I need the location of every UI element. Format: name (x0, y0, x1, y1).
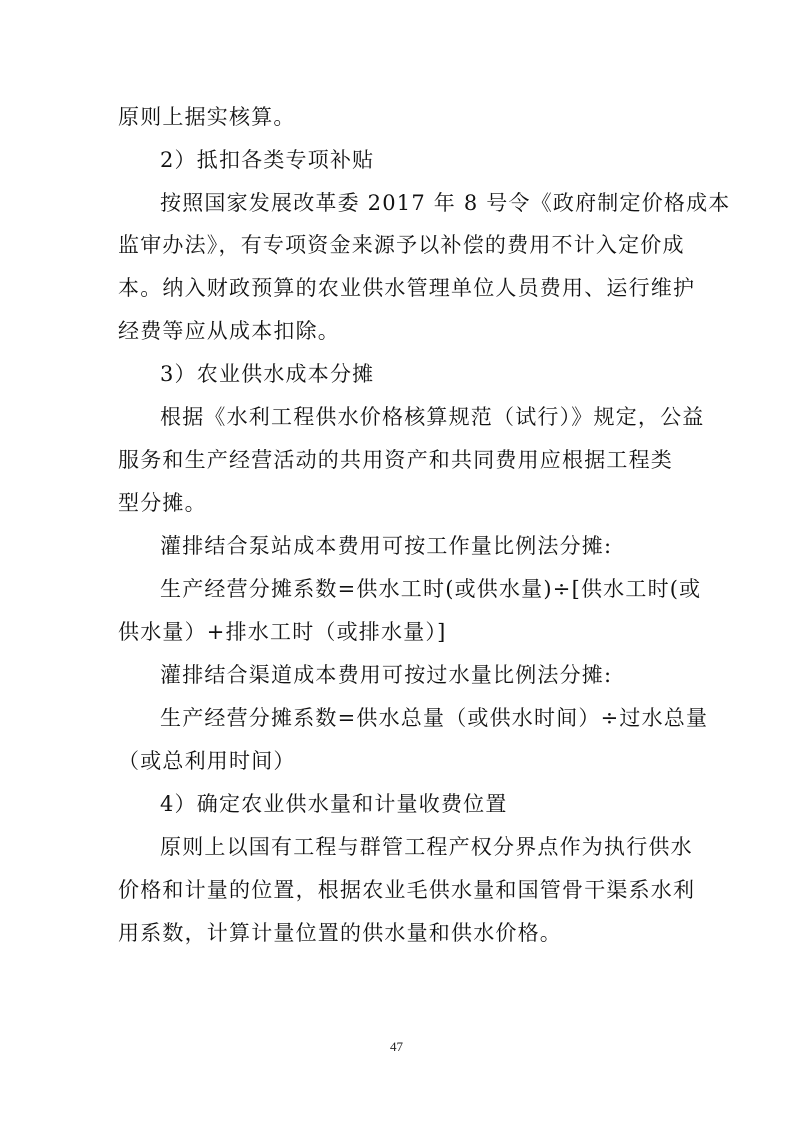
formula-line: （或总利用时间） (118, 749, 296, 773)
paragraph-line: 型分摊。 (118, 491, 207, 515)
section-heading: 4）确定农业供水量和计量收费位置 (160, 792, 508, 816)
paragraph-line: 灌排结合渠道成本费用可按过水量比例法分摊: (160, 663, 613, 687)
paragraph-line: 监审办法》，有专项资金来源予以补偿的费用不计入定价成 (118, 233, 685, 257)
section-heading: 2）抵扣各类专项补贴 (160, 148, 375, 172)
formula-line: 供水量）+排水工时（或排水量）] (118, 620, 447, 644)
paragraph-line: 价格和计量的位置，根据农业毛供水量和国管骨干渠系水利 (118, 878, 696, 902)
formula-line: 生产经营分摊系数=供水工时(或供水量)÷[供水工时(或 (160, 577, 702, 601)
paragraph-line: 服务和生产经营活动的共用资产和共同费用应根据工程类 (118, 448, 673, 472)
paragraph-line: 经费等应从成本扣除。 (118, 319, 340, 343)
paragraph-line: 原则上以国有工程与群管工程产权分界点作为执行供水 (160, 835, 693, 859)
paragraph-line: 灌排结合泵站成本费用可按工作量比例法分摊: (160, 534, 613, 558)
paragraph-line: 原则上据实核算。 (118, 105, 296, 129)
section-heading: 3）农业供水成本分摊 (160, 362, 375, 386)
paragraph-line: 用系数，计算计量位置的供水量和供水价格。 (118, 921, 562, 945)
paragraph-line: 本。纳入财政预算的农业供水管理单位人员费用、运行维护 (118, 276, 696, 300)
paragraph-line: 按照国家发展改革委 2017 年 8 号令《政府制定价格成本 (160, 191, 731, 215)
page-number: 47 (390, 1039, 403, 1054)
paragraph-line: 根据《水利工程供水价格核算规范（试行）》规定，公益 (160, 405, 705, 429)
formula-line: 生产经营分摊系数=供水总量（或供水时间）÷过水总量 (160, 706, 709, 730)
